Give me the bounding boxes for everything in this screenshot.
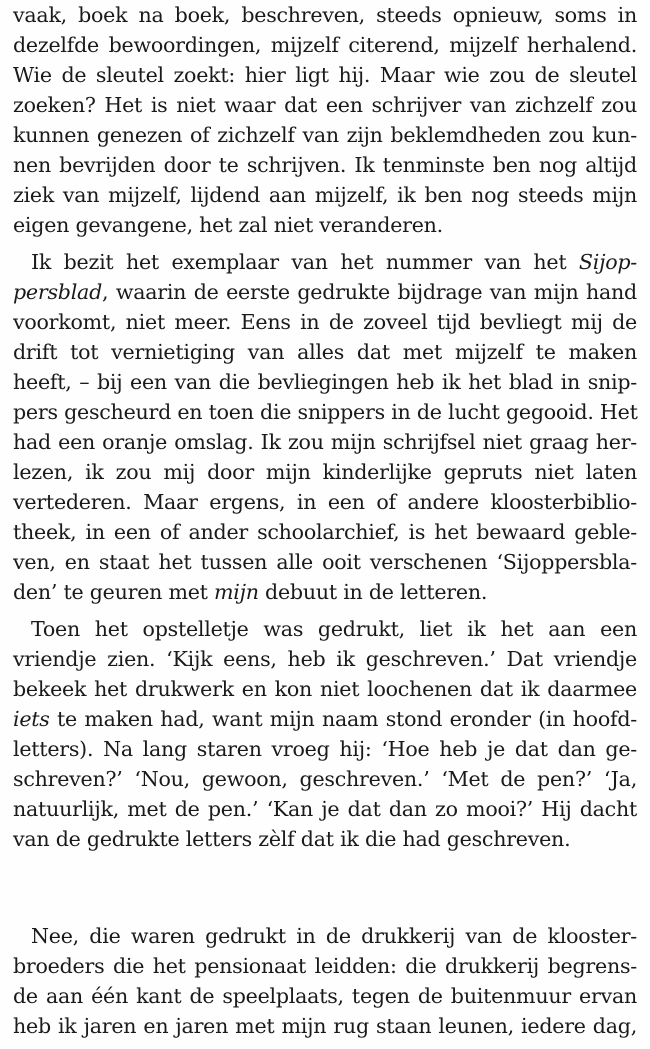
text-line: broeders die het pensionaat leidden: die drukkerij begrens- <box>13 954 637 978</box>
text-line: letters). Na lang staren vroeg hij: ‘Hoe heb je dat dan ge- <box>13 737 637 761</box>
text-line: schreven?’ ‘Nou, gewoon, geschreven.’ ‘Met de pen?’ ‘Ja, <box>13 767 637 791</box>
text-line: had een oranje omslag. Ik zou mijn schrijfsel niet graag her- <box>13 430 637 454</box>
text-line: de aan één kant de speelplaats, tegen de buitenmuur ervan <box>13 984 637 1008</box>
text-span: Ik bezit het exemplaar van het nummer van het <box>31 250 567 274</box>
text-line: voorkomt, niet meer. Eens in de zoveel tijd bevliegt mij de <box>13 310 637 334</box>
text-line: heb ik jaren en jaren met mijn rug staan leunen, iedere dag, <box>13 1014 637 1038</box>
text-line: Nee, die waren gedrukt in de drukkerij van de klooster- <box>31 924 637 948</box>
text-line: natuurlijk, met de pen.’ ‘Kan je dat dan zo mooi?’ Hij dacht <box>13 797 637 821</box>
text-line: Toen het opstelletje was gedrukt, liet ik het aan een <box>31 617 637 641</box>
text-line: zoeken? Het is niet waar dat een schrijver van zichzelf zou <box>13 93 637 117</box>
text-line <box>13 704 637 734</box>
italic-emphasis: mijn <box>214 580 259 604</box>
text-line: nen bevrijden door te schrijven. Ik tenminste ben nog altijd <box>13 153 637 177</box>
italic-title: Sijop- <box>578 250 637 274</box>
text-line: pers gescheurd en toen die snippers in de lucht gegooid. Het <box>13 400 638 424</box>
text-line: dezelfde bewoordingen, mijzelf citerend, mijzelf herhalend. <box>13 33 637 57</box>
text-span: debuut in de letteren. <box>258 580 488 604</box>
text-line: kunnen genezen of zichzelf van zijn beklemdheden zou kun- <box>13 123 637 147</box>
text-line: theek, in een of ander schoolarchief, is het bewaard geble- <box>13 520 637 544</box>
text-line: lezen, ik zou mij door mijn kinderlijke gepruts niet laten <box>13 460 637 484</box>
text-line <box>13 577 637 607</box>
italic-emphasis: iets <box>13 707 50 731</box>
text-line <box>13 277 637 307</box>
text-line: eigen gevangene, het zal niet veranderen. <box>13 213 443 237</box>
text-line: bekeek het drukwerk en kon niet loochenen dat ik daarmee <box>13 677 637 701</box>
text-line: vertederen. Maar ergens, in een of andere kloosterbiblio- <box>13 490 637 514</box>
text-span: den’ te geuren met <box>13 580 208 604</box>
text-line: vaak, boek na boek, beschreven, steeds opnieuw, soms in <box>13 3 637 27</box>
italic-title: persblad <box>13 280 103 304</box>
text-span: te maken had, want mijn naam stond eronder (in hoofd- <box>49 707 637 731</box>
text-line: Wie de sleutel zoekt: hier ligt hij. Maar wie zou de sleutel <box>13 63 637 87</box>
text-line: heeft, – bij een van die bevliegingen heb ik het blad in snip- <box>13 370 637 394</box>
text-line: ziek van mijzelf, lijdend aan mijzelf, ik ben nog steeds mijn <box>13 183 637 207</box>
text-line: vriendje zien. ‘Kijk eens, heb ik geschreven.’ Dat vriendje <box>13 647 637 671</box>
text-span: , waarin de eerste gedrukte bijdrage van mijn hand <box>102 280 637 304</box>
text-line: van de gedrukte letters zèlf dat ik die had geschreven. <box>13 827 571 851</box>
text-line <box>31 247 637 277</box>
text-line: ven, en staat het tussen alle ooit verschenen ‘Sijoppersbla- <box>13 550 637 574</box>
text-line: drift tot vernietiging van alles dat met mijzelf te maken <box>13 340 637 364</box>
